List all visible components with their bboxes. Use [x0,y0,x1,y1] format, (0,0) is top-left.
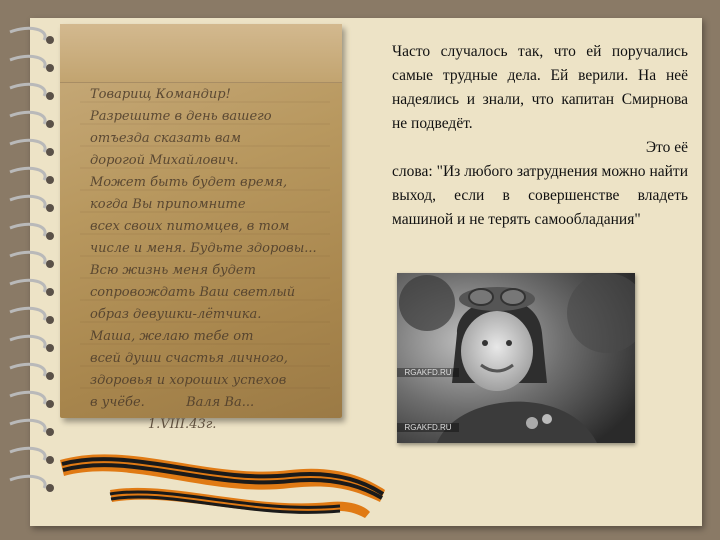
handwritten-letter-image [60,24,342,432]
paragraph-2: слова: "Из любого затруднения можно найти выход, если в совершенстве владеть машиной и не терять самообладания" [392,163,688,228]
pilot-portrait-photo [397,273,635,443]
portrait-illustration [397,273,635,443]
letter-handwriting: Товарищ Командир! Разрешите в день вашего отъезда сказать вам дорогой Михайлович. Может быть будет время, когда Вы припомните всех своих питомцев, в том числе и меня. Будьте здоровы... Всю жизнь меня будет сопровождать Ваш светлый образ девушки-лётчика. Маша, желаю тебе от всей души счастья личного, здоровья и хороших успехов в учёбе. Валя Ва... 1.VIII.43г. [90,87,317,432]
main-text [392,40,688,232]
letter-folded-top [60,24,342,83]
st-george-ribbon [50,440,390,520]
paragraph-1: Часто случалось так, что ей поручались самые трудные дела. Ей верили. На неё надеялись и знали, что капитан Смирнова не подведёт. [392,43,688,132]
paragraph-2-lead: Это её [645,139,688,156]
watermark-1: RGAKFD.RU [397,368,459,377]
watermark-2: RGAKFD.RU [397,423,459,432]
